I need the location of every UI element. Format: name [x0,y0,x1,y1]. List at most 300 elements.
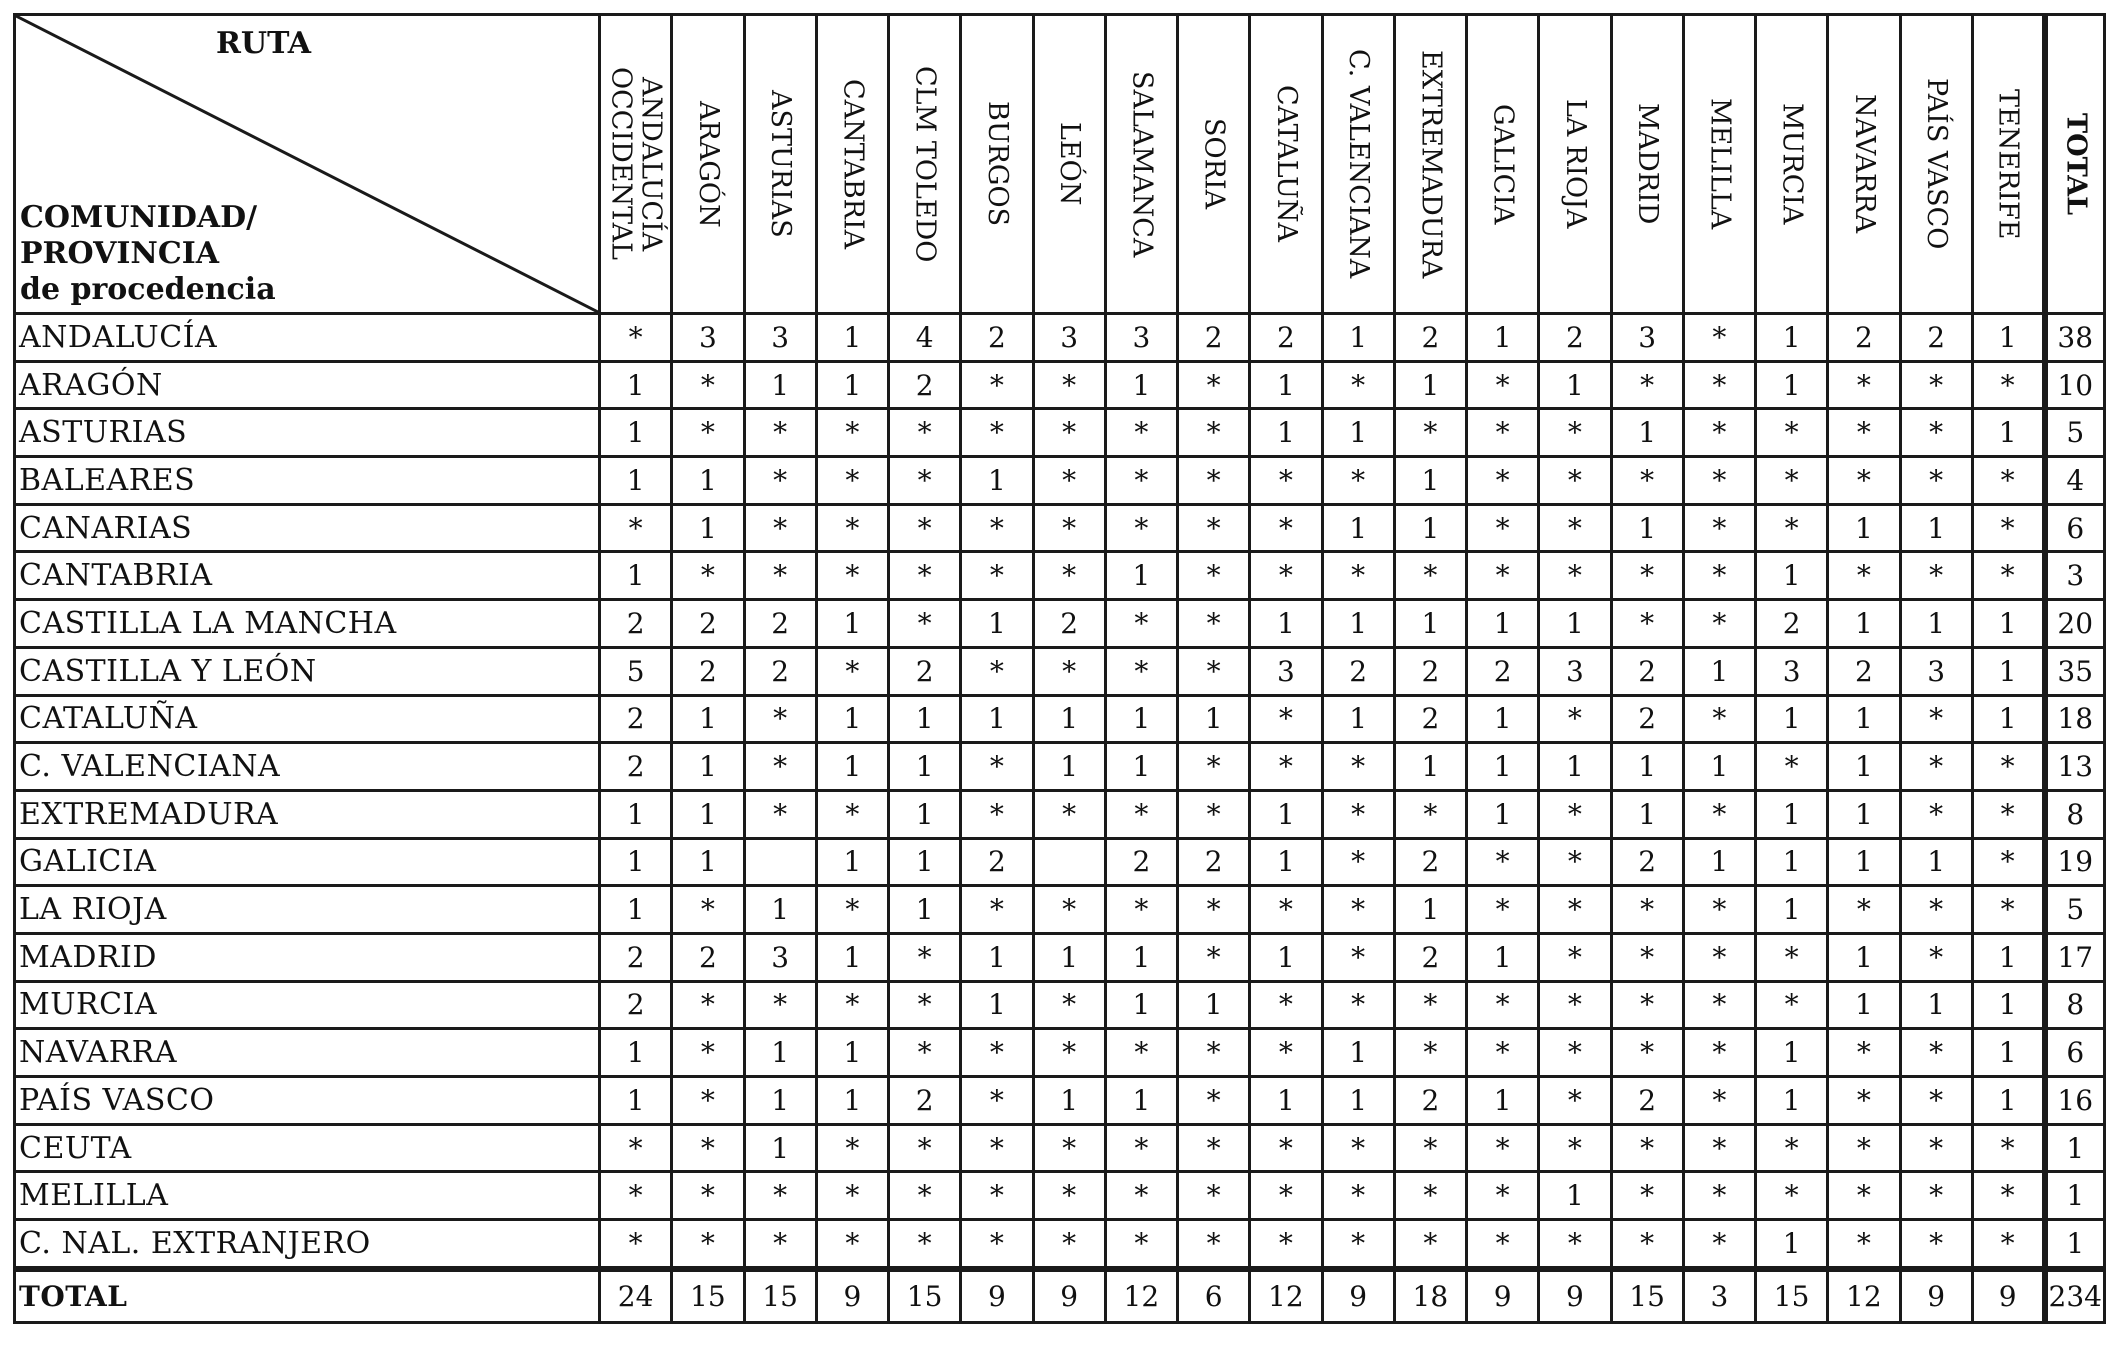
table-cell: * [1033,552,1105,600]
table-cell: 1 [1539,361,1611,409]
table-cell: * [816,886,888,934]
table-cell: * [1250,457,1322,505]
column-header [672,15,744,314]
table-cell: 9 [1322,1269,1394,1323]
table-cell: * [1756,743,1828,791]
table-cell: 15 [672,1269,744,1323]
table-cell: * [1105,457,1177,505]
table-row [15,790,2105,838]
table-cell: * [1467,1172,1539,1220]
column-header-line: PAÍS VASCO [1921,78,1953,250]
table-cell: * [961,1172,1033,1220]
table-cell: * [1467,838,1539,886]
table-cell: 12 [1250,1269,1322,1323]
table-cell: * [1683,1124,1755,1172]
column-header [600,15,672,314]
table-cell: 2 [744,600,816,648]
table-cell: 1 [600,886,672,934]
table-cell: 1 [816,361,888,409]
table-cell: 1 [1683,838,1755,886]
table-cell: * [1756,457,1828,505]
table-cell: * [961,743,1033,791]
table-cell: * [1105,504,1177,552]
column-header-label [2060,113,2090,215]
table-cell: 2 [1178,838,1250,886]
table-cell: * [744,409,816,457]
table-cell: * [816,981,888,1029]
table-cell: * [1539,552,1611,600]
table-cell: 2 [1611,695,1683,743]
table-cell: * [1683,886,1755,934]
table-cell: * [600,504,672,552]
row-label: CATALUÑA [15,695,600,743]
table-cell: 2 [1178,314,1250,362]
table-cell: 2 [1394,838,1466,886]
table-cell: * [1828,409,1900,457]
table-row [15,1172,2105,1220]
table-cell: * [1394,981,1466,1029]
table-cell: 1 [1539,1172,1611,1220]
column-header-line: EXTREMADURA [1415,49,1447,279]
table-cell: * [816,504,888,552]
table-cell: 2 [600,695,672,743]
row-label: ANDALUCÍA [15,314,600,362]
table-cell: * [1756,1124,1828,1172]
column-header-label [1415,50,1445,278]
table-cell: * [889,1124,961,1172]
table-cell: * [961,1077,1033,1125]
column-header-line: ANDALUCÍA [635,76,667,252]
column-header-label [1199,118,1229,209]
table-cell: 9 [1467,1269,1539,1323]
table-cell: 1 [1322,314,1394,362]
table-cell: * [672,361,744,409]
table-cell: * [1394,1029,1466,1077]
table-cell: * [1683,1172,1755,1220]
table-cell: 1 [1900,504,1972,552]
column-header-line: LA RIOJA [1559,99,1591,229]
total-row-label: TOTAL [15,1269,600,1323]
column-header [1467,15,1539,314]
table-cell: * [1972,504,2044,552]
table-cell: * [1033,361,1105,409]
table-cell: * [1683,1077,1755,1125]
table-cell: * [1178,600,1250,648]
table-cell: * [1250,695,1322,743]
table-cell: 2 [1539,314,1611,362]
row-total-cell: 1 [2045,1124,2105,1172]
table-cell: 1 [1828,790,1900,838]
table-cell: 6 [1178,1269,1250,1323]
table-cell: * [1756,933,1828,981]
table-cell: 1 [1972,647,2044,695]
table-cell: 2 [600,743,672,791]
table-cell: 1 [1105,695,1177,743]
table-cell: * [1900,1220,1972,1269]
table-cell: 1 [961,695,1033,743]
row-total-cell: 20 [2045,600,2105,648]
table-cell: * [1900,886,1972,934]
table-cell: * [889,1029,961,1077]
table-cell: * [1322,981,1394,1029]
table-cell: 1 [600,1077,672,1125]
row-total-cell: 6 [2045,1029,2105,1077]
table-cell: * [1972,1172,2044,1220]
row-total-cell: 6 [2045,504,2105,552]
table-cell: 1 [744,361,816,409]
column-header-label [1343,49,1373,278]
row-total-cell: 38 [2045,314,2105,362]
table-cell: 1 [961,981,1033,1029]
column-header [1178,15,1250,314]
table-cell: * [1178,552,1250,600]
column-header-line: CLM TOLEDO [909,65,941,263]
table-cell: 1 [1539,743,1611,791]
table-cell: * [1900,1077,1972,1125]
table-cell: 1 [1322,600,1394,648]
table-cell: * [1322,1172,1394,1220]
table-cell: * [1394,790,1466,838]
table-cell: 1 [1394,600,1466,648]
table-cell: * [1467,409,1539,457]
table-cell: * [1178,1220,1250,1269]
table-cell: * [1539,1029,1611,1077]
table-cell: 2 [672,600,744,648]
table-cell: * [744,457,816,505]
table-cell: 12 [1105,1269,1177,1323]
corner-header-cell [15,15,600,314]
table-cell: * [1539,457,1611,505]
table-cell: 1 [1105,1077,1177,1125]
column-header [1972,15,2044,314]
row-total-cell: 19 [2045,838,2105,886]
table-cell: * [889,933,961,981]
table-cell: 1 [1756,886,1828,934]
table-cell: 1 [1467,1077,1539,1125]
table-cell: * [1394,1124,1466,1172]
table-cell: * [1539,933,1611,981]
column-header-label [1849,94,1879,233]
table-cell: 2 [600,933,672,981]
table-cell: * [1900,361,1972,409]
table-cell: * [1756,409,1828,457]
table-cell: * [1683,409,1755,457]
table-cell: 2 [1394,1077,1466,1125]
table-cell: 1 [889,743,961,791]
column-header [1900,15,1972,314]
table-cell: 1 [1033,743,1105,791]
table-cell: 1 [889,886,961,934]
column-header-line: TENERIFE [1992,88,2024,240]
table-cell: 1 [1467,695,1539,743]
table-cell: 15 [889,1269,961,1323]
table-cell: 1 [1322,1077,1394,1125]
table-cell: 2 [1394,647,1466,695]
column-header-line: SORIA [1198,118,1230,210]
table-cell: 1 [1828,504,1900,552]
table-cell: 1 [816,1029,888,1077]
total-row [15,1269,2105,1323]
table-cell: * [1033,790,1105,838]
route-table-container [13,13,2103,1324]
table-cell: * [816,647,888,695]
table-cell: * [1033,647,1105,695]
table-cell: 1 [816,743,888,791]
row-label: BALEARES [15,457,600,505]
table-cell: 2 [600,600,672,648]
table-cell: * [1394,552,1466,600]
table-row [15,600,2105,648]
table-row [15,933,2105,981]
table-cell: * [961,886,1033,934]
table-cell: 1 [816,314,888,362]
table-cell: * [1322,743,1394,791]
table-cell: * [1900,552,1972,600]
table-cell: * [889,1172,961,1220]
row-label: CANARIAS [15,504,600,552]
table-cell: * [1683,695,1755,743]
table-cell: * [1900,743,1972,791]
table-cell: * [1322,457,1394,505]
table-cell: 1 [1033,695,1105,743]
row-label: LA RIOJA [15,886,600,934]
ruta-label: RUTA [216,26,312,61]
table-cell: * [1900,1124,1972,1172]
table-cell: * [1683,981,1755,1029]
table-cell: 3 [1105,314,1177,362]
table-cell: 1 [672,457,744,505]
table-cell: 1 [889,790,961,838]
table-row [15,552,2105,600]
table-cell: 1 [1322,695,1394,743]
table-cell: * [1539,1124,1611,1172]
table-row [15,838,2105,886]
table-cell: * [1611,1029,1683,1077]
table-cell: * [816,1172,888,1220]
table-cell: 15 [1756,1269,1828,1323]
table-cell: 2 [672,933,744,981]
table-cell: * [1828,457,1900,505]
table-cell: * [1467,457,1539,505]
table-cell: * [1828,1220,1900,1269]
table-cell: * [1250,886,1322,934]
row-label: GALICIA [15,838,600,886]
table-cell: 1 [816,695,888,743]
row-label: EXTREMADURA [15,790,600,838]
table-cell: * [1539,504,1611,552]
table-cell: * [744,981,816,1029]
table-cell: 1 [1756,1029,1828,1077]
column-header [1683,15,1755,314]
table-cell: 1 [1611,504,1683,552]
table-cell: * [889,1220,961,1269]
table-cell: * [1828,1077,1900,1125]
table-cell: * [1105,409,1177,457]
table-cell [1033,838,1105,886]
table-cell: * [1539,695,1611,743]
table-row [15,457,2105,505]
column-header [961,15,1033,314]
table-cell: 1 [672,504,744,552]
table-body [15,314,2105,1323]
table-cell: 3 [1539,647,1611,695]
table-cell: 3 [1611,314,1683,362]
table-cell: 2 [1322,647,1394,695]
table-cell: 1 [1611,743,1683,791]
table-cell: 1 [1611,409,1683,457]
row-label: MURCIA [15,981,600,1029]
table-cell: * [1033,1029,1105,1077]
table-cell: * [1539,409,1611,457]
table-cell: * [1539,981,1611,1029]
table-cell: 1 [1539,600,1611,648]
row-label: ASTURIAS [15,409,600,457]
table-cell: * [1972,457,2044,505]
table-cell: 1 [1683,743,1755,791]
table-cell: 1 [600,457,672,505]
column-header-line: TOTAL [2060,112,2092,216]
table-cell: 24 [600,1269,672,1323]
table-cell: * [889,409,961,457]
table-cell: 1 [1756,695,1828,743]
column-header [1322,15,1394,314]
row-total-cell: 5 [2045,409,2105,457]
table-cell: 1 [1322,1029,1394,1077]
table-cell: * [744,695,816,743]
table-cell: * [1322,361,1394,409]
table-cell: * [1828,1029,1900,1077]
table-cell: * [1900,790,1972,838]
table-cell: 1 [1756,1220,1828,1269]
table-cell: 1 [1467,600,1539,648]
table-cell: * [1250,552,1322,600]
table-cell: * [816,1124,888,1172]
table-cell: * [1900,1172,1972,1220]
table-cell: * [744,504,816,552]
table-cell: * [1972,361,2044,409]
column-header [1394,15,1466,314]
table-cell: * [961,790,1033,838]
table-row [15,647,2105,695]
table-cell: * [1178,457,1250,505]
table-cell: * [1105,1124,1177,1172]
column-header-line: MURCIA [1776,103,1808,225]
table-cell: 1 [600,552,672,600]
table-cell: * [1322,933,1394,981]
table-cell: 1 [1250,600,1322,648]
table-cell: 1 [1467,743,1539,791]
column-header-label [765,90,795,238]
table-cell: * [1828,886,1900,934]
table-cell: 1 [1394,361,1466,409]
column-header-line: CANTABRIA [837,78,869,250]
column-header-label [1054,122,1084,205]
table-cell: * [889,504,961,552]
table-cell: * [1178,504,1250,552]
table-cell: 3 [1683,1269,1755,1323]
table-cell: * [1467,1124,1539,1172]
table-cell: * [1250,1029,1322,1077]
column-header-label [1777,103,1807,225]
table-cell: 1 [672,695,744,743]
table-cell: * [1828,552,1900,600]
table-cell: 1 [1250,409,1322,457]
table-cell: 1 [1756,790,1828,838]
table-cell: 1 [1033,933,1105,981]
table-cell: * [816,1220,888,1269]
column-header-line: MADRID [1632,103,1664,225]
table-cell: * [672,886,744,934]
table-cell: * [1178,886,1250,934]
table-cell: * [600,1124,672,1172]
table-cell: 1 [1105,981,1177,1029]
column-header-line: SALAMANCA [1126,70,1158,258]
table-cell: * [1756,504,1828,552]
table-cell: 1 [1250,1077,1322,1125]
table-cell: * [1178,743,1250,791]
table-cell: * [1178,409,1250,457]
row-total-cell: 18 [2045,695,2105,743]
table-cell: * [1972,552,2044,600]
table-cell: * [1683,457,1755,505]
table-cell: * [1467,1220,1539,1269]
table-cell: * [1972,838,2044,886]
table-cell: * [816,552,888,600]
table-cell: * [1250,504,1322,552]
table-cell: 15 [1611,1269,1683,1323]
table-cell: * [1611,552,1683,600]
column-header [1539,15,1611,314]
row-label: ARAGÓN [15,361,600,409]
table-cell: 4 [889,314,961,362]
table-cell: 1 [1250,361,1322,409]
table-cell: 1 [1972,409,2044,457]
table-row [15,886,2105,934]
table-cell: 1 [1756,1077,1828,1125]
table-cell: * [1611,886,1683,934]
column-header [744,15,816,314]
table-cell: 1 [672,838,744,886]
table-row [15,1220,2105,1269]
table-row [15,314,2105,362]
table-cell: * [961,504,1033,552]
table-cell: 1 [1250,933,1322,981]
table-row [15,1029,2105,1077]
table-cell: * [1611,981,1683,1029]
table-cell: 1 [1828,981,1900,1029]
table-cell: 2 [889,1077,961,1125]
table-cell: 1 [1178,981,1250,1029]
table-cell: 1 [1322,504,1394,552]
table-cell: * [1178,361,1250,409]
table-cell: * [1972,1124,2044,1172]
table-cell: * [1683,552,1755,600]
table-cell [744,838,816,886]
table-cell: 1 [744,1077,816,1125]
table-cell: * [1178,1029,1250,1077]
table-cell: 9 [1900,1269,1972,1323]
table-cell: 1 [1828,600,1900,648]
table-cell: 1 [600,409,672,457]
table-cell: 15 [744,1269,816,1323]
table-cell: * [1972,886,2044,934]
table-cell: * [1250,981,1322,1029]
table-cell: 1 [1611,790,1683,838]
column-header [816,15,888,314]
table-cell: 1 [1250,790,1322,838]
row-label: MELILLA [15,1172,600,1220]
table-cell: * [672,1029,744,1077]
